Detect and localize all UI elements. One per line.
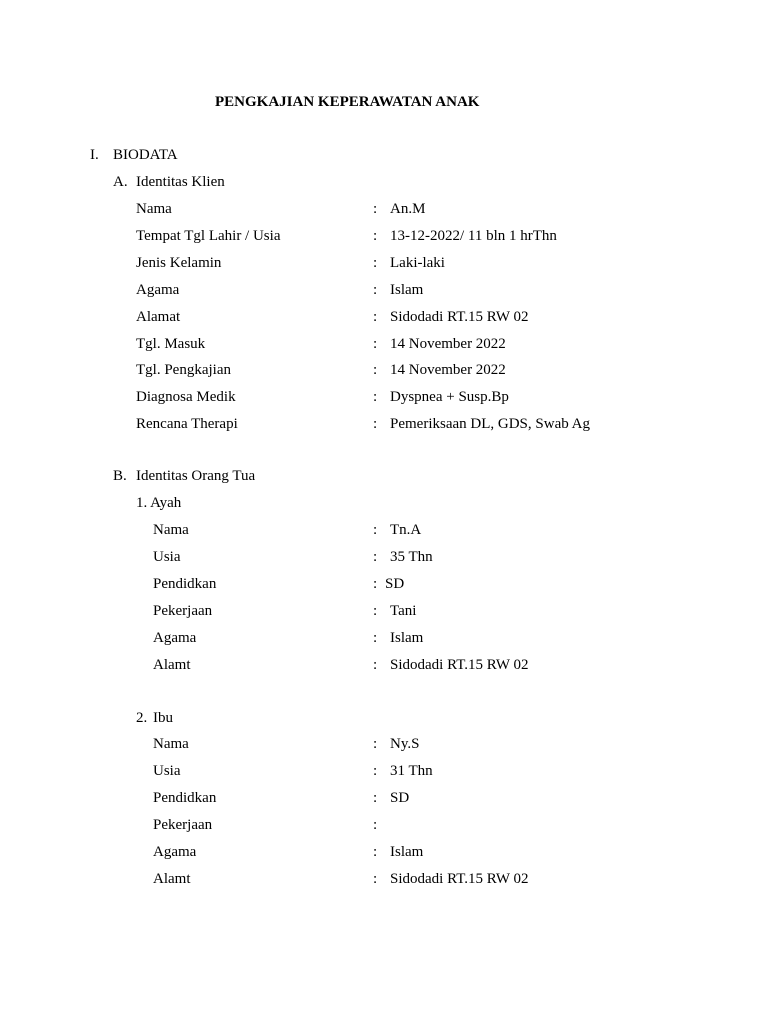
field-separator: :: [373, 308, 378, 325]
field-value: 31 Thn: [390, 762, 433, 779]
field-separator: :: [373, 362, 378, 379]
field-label: Tgl. Pengkajian: [136, 362, 231, 379]
field-label: Jenis Kelamin: [136, 254, 222, 271]
field-label: Nama: [153, 736, 189, 752]
field-separator: :: [373, 281, 378, 298]
field-value: 35 Thn: [390, 548, 433, 565]
field-label: Pendidkan: [153, 575, 217, 592]
section-heading: BIODATA: [113, 147, 178, 163]
field-label: Pekerjaan: [153, 816, 213, 833]
field-separator: :: [373, 602, 378, 619]
field-separator: :: [373, 762, 378, 779]
field-separator: :: [373, 548, 378, 565]
field-value: Tn.A: [390, 522, 422, 538]
field-value: SD: [390, 789, 410, 806]
father-heading: 1. Ayah: [136, 495, 182, 511]
mother-number: 2.: [136, 710, 148, 726]
field-value: Sidodadi RT.15 RW 02: [390, 308, 529, 325]
field-label: Alamat: [136, 308, 181, 325]
field-separator: :: [373, 736, 378, 752]
field-value: Dyspnea + Susp.Bp: [390, 389, 509, 406]
field-separator: :: [373, 335, 378, 352]
field-label: Tgl. Masuk: [136, 335, 206, 352]
field-value: Islam: [390, 281, 424, 298]
field-label: Agama: [153, 843, 197, 860]
field-label: Diagnosa Medik: [136, 389, 236, 406]
field-label: Pekerjaan: [153, 602, 213, 619]
subsection-heading: Identitas Klien: [136, 174, 225, 190]
field-value: Sidodadi RT.15 RW 02: [390, 870, 529, 887]
subsection-letter: A.: [113, 174, 128, 190]
field-separator: :: [373, 416, 378, 433]
field-separator: :: [373, 870, 378, 887]
field-separator: :: [373, 656, 378, 673]
field-label: Nama: [136, 201, 172, 217]
field-label: Usia: [153, 548, 181, 565]
field-value: Tani: [390, 602, 417, 619]
field-separator: :: [373, 389, 378, 406]
field-separator: :: [373, 227, 378, 244]
field-label: Usia: [153, 762, 181, 779]
page-title: PENGKAJIAN KEPERAWATAN ANAK: [215, 94, 480, 110]
field-separator: :: [373, 816, 378, 833]
field-separator: :: [373, 522, 378, 538]
field-separator: :: [373, 201, 378, 217]
field-label: Alamt: [153, 656, 191, 673]
subsection-heading: Identitas Orang Tua: [136, 468, 256, 484]
field-value: Sidodadi RT.15 RW 02: [390, 656, 529, 673]
field-label: Alamt: [153, 870, 191, 887]
field-separator: :: [373, 629, 378, 646]
section-number: I.: [90, 147, 99, 163]
field-value: SD: [385, 575, 405, 592]
field-label: Agama: [153, 629, 197, 646]
field-value: An.M: [390, 201, 426, 217]
field-value: Pemeriksaan DL, GDS, Swab Ag: [390, 416, 590, 433]
field-separator: :: [373, 254, 378, 271]
field-value: Islam: [390, 629, 424, 646]
subsection-letter: B.: [113, 468, 127, 484]
field-separator: :: [373, 575, 378, 592]
field-value: 14 November 2022: [390, 335, 506, 352]
field-label: Tempat Tgl Lahir / Usia: [136, 227, 281, 244]
field-value: 14 November 2022: [390, 362, 506, 379]
mother-heading: Ibu: [153, 710, 173, 726]
field-separator: :: [373, 789, 378, 806]
field-value: Laki-laki: [390, 254, 445, 271]
field-separator: :: [373, 843, 378, 860]
field-label: Rencana Therapi: [136, 416, 238, 433]
field-label: Nama: [153, 522, 189, 538]
field-value: Ny.S: [390, 736, 420, 752]
field-label: Pendidkan: [153, 789, 217, 806]
field-value: 13-12-2022/ 11 bln 1 hrThn: [390, 227, 557, 244]
field-value: Islam: [390, 843, 424, 860]
field-label: Agama: [136, 281, 180, 298]
